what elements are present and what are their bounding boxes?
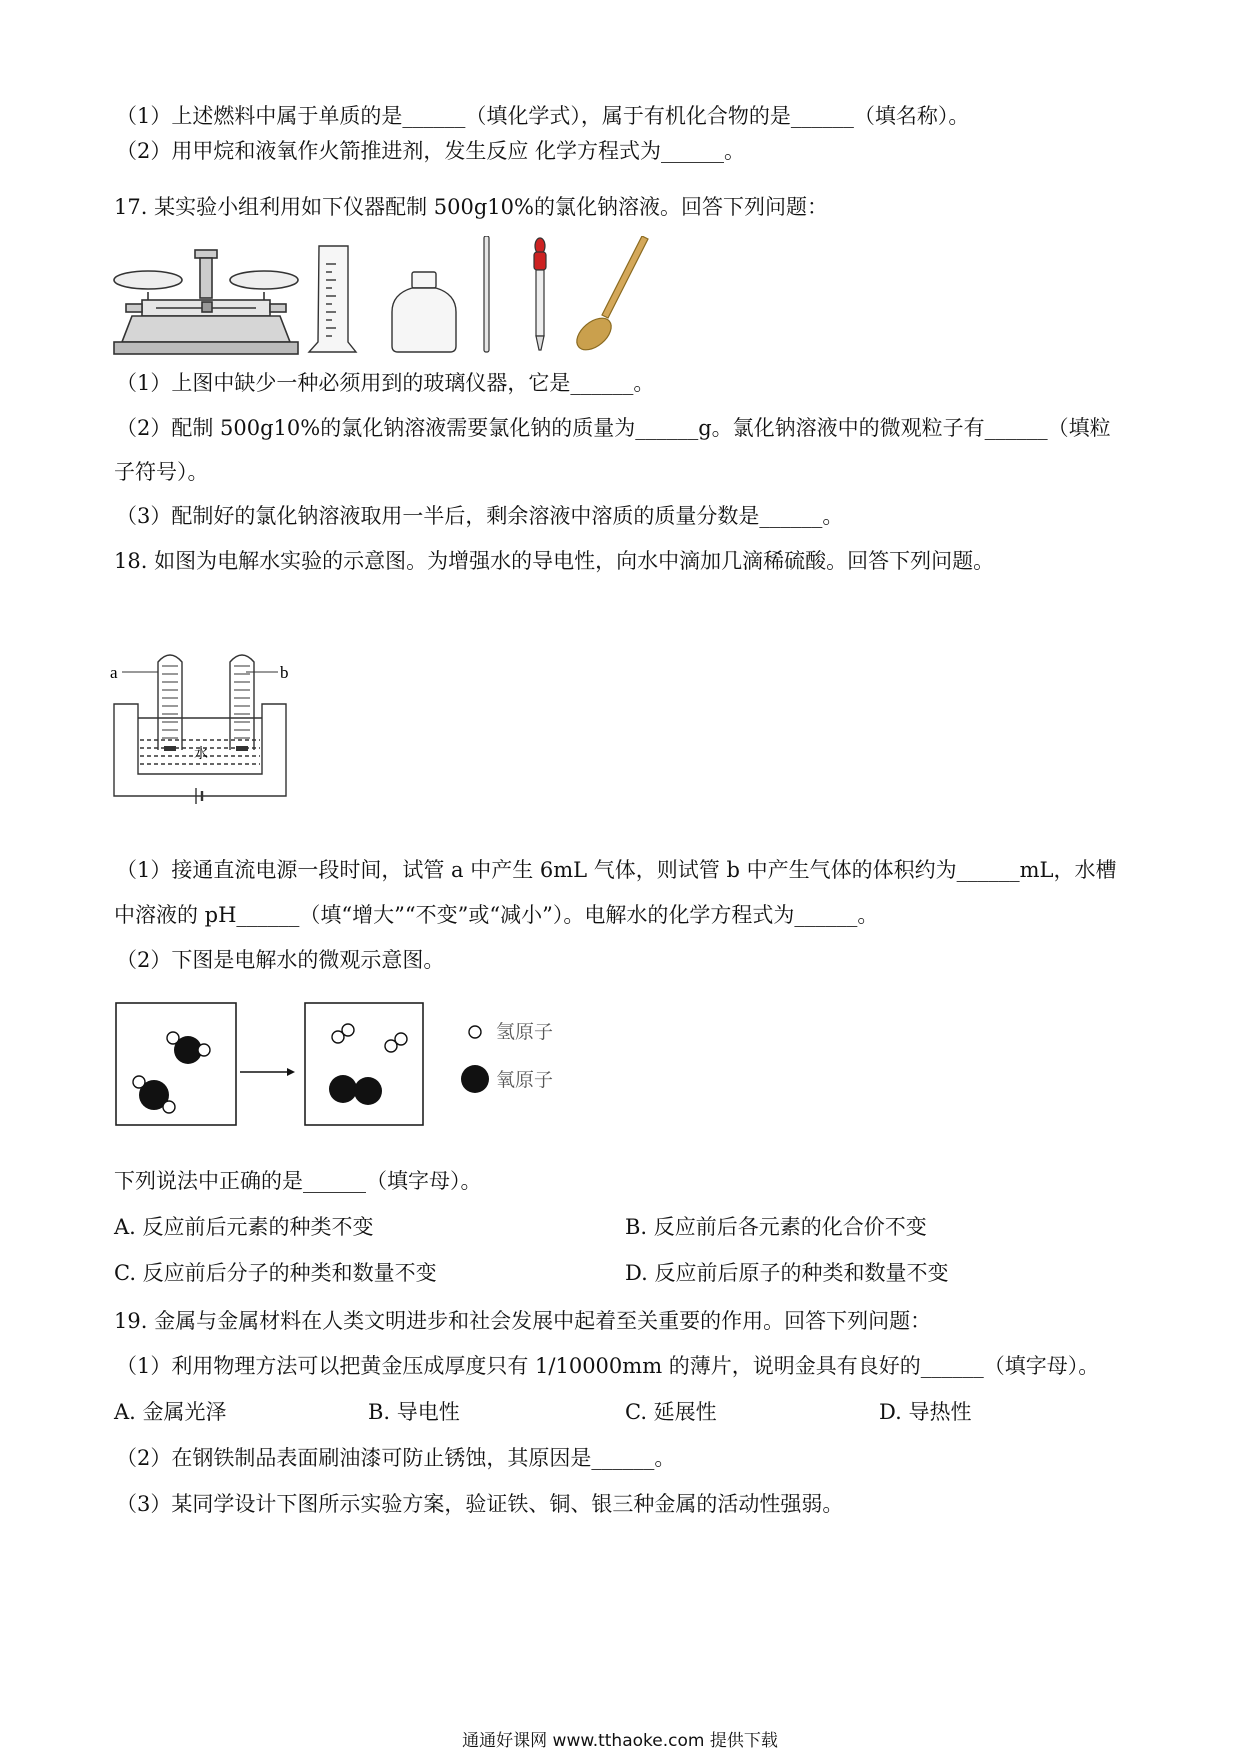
footer-watermark: 通通好课网 www.tthaoke.com 提供下载 [462,1731,778,1751]
q18-choice-b: B. 反应前后各元素的化合价不变 [625,1215,927,1239]
q18-part2: （2）下图是电解水的微观示意图。 [116,948,445,972]
oxygen-legend-icon [461,1065,489,1093]
q16-part2: （2）用甲烷和液氧作火箭推进剂，发生反应 化学方程式为______。 [116,139,746,163]
q18-part1: （1）接通直流电源一段时间，试管 a 中产生 6mL 气体，则试管 b 中产生气体的体积约为______mL，水槽 [116,858,1117,882]
arrow-icon [240,1068,295,1076]
balance-icon [114,250,298,354]
q18-stem: 18. 如图为电解水实验的示意图。为增强水的导电性，向水中滴加几滴稀硫酸。回答下列问题。 [114,549,995,573]
q19-part1: （1）利用物理方法可以把黄金压成厚度只有 1/10000mm 的薄片，说明金具有良好的______（填字母）。 [116,1354,1100,1378]
q17-part1: （1）上图中缺少一种必须用到的玻璃仪器，它是______。 [116,371,655,395]
q17-part2-cont: 子符号）。 [114,460,209,484]
electrode-left [164,746,176,751]
q18-2-question: 下列说法中正确的是______（填字母）。 [114,1169,482,1193]
dropper-icon [534,238,546,350]
electrode-right [236,746,248,751]
q18-choice-c: C. 反应前后分子的种类和数量不变 [114,1261,437,1285]
water-label: 水 [194,746,208,762]
micro-diagram [112,1000,592,1140]
glass-rod-icon [484,236,489,352]
q19-choice-d: D. 导热性 [879,1400,972,1424]
q19-part3: （3）某同学设计下图所示实验方案，验证铁、铜、银三种金属的活动性强弱。 [116,1492,844,1516]
before-box [116,1003,236,1125]
water-molecules [133,1032,210,1113]
q16-part1: （1）上述燃料中属于单质的是______（填化学式），属于有机化合物的是______（填名称）。 [116,104,970,128]
graduated-cylinder-icon [309,246,356,352]
q19-choice-a: A. 金属光泽 [114,1400,227,1424]
q19-choice-b: B. 导电性 [368,1400,460,1424]
hydrogen-legend-icon [469,1026,481,1038]
tube-label-b: b [280,663,289,682]
tube-label-a: a [110,663,118,682]
q17-part2: （2）配制 500g10%的氯化钠溶液需要氯化钠的质量为______g。氯化钠溶液中的微观粒子有______（填粒 [116,416,1111,440]
oxygen-legend-label: 氧原子 [496,1069,554,1091]
product-molecules [329,1024,407,1105]
spoon-icon [571,236,648,356]
reagent-bottle-icon [392,272,456,352]
q19-part2: （2）在钢铁制品表面刷油漆可防止锈蚀，其原因是______。 [116,1446,676,1470]
q18-part1-cont: 中溶液的 pH______（填“增大”“不变”或“减小”）。电解水的化学方程式为______。 [114,903,879,927]
after-box [305,1003,423,1125]
hydrogen-legend-label: 氢原子 [496,1021,554,1043]
q19-stem: 19. 金属与金属材料在人类文明进步和社会发展中起着至关重要的作用。回答下列问题： [114,1309,932,1333]
electrolysis-diagram [110,648,310,828]
q18-choice-d: D. 反应前后原子的种类和数量不变 [625,1261,949,1285]
q19-choice-c: C. 延展性 [625,1400,717,1424]
q18-choice-a: A. 反应前后元素的种类不变 [114,1215,374,1239]
q17-part3: （3）配制好的氯化钠溶液取用一半后，剩余溶液中溶质的质量分数是______。 [116,504,844,528]
q17-stem: 17. 某实验小组利用如下仪器配制 500g10%的氯化钠溶液。回答下列问题： [114,195,828,219]
